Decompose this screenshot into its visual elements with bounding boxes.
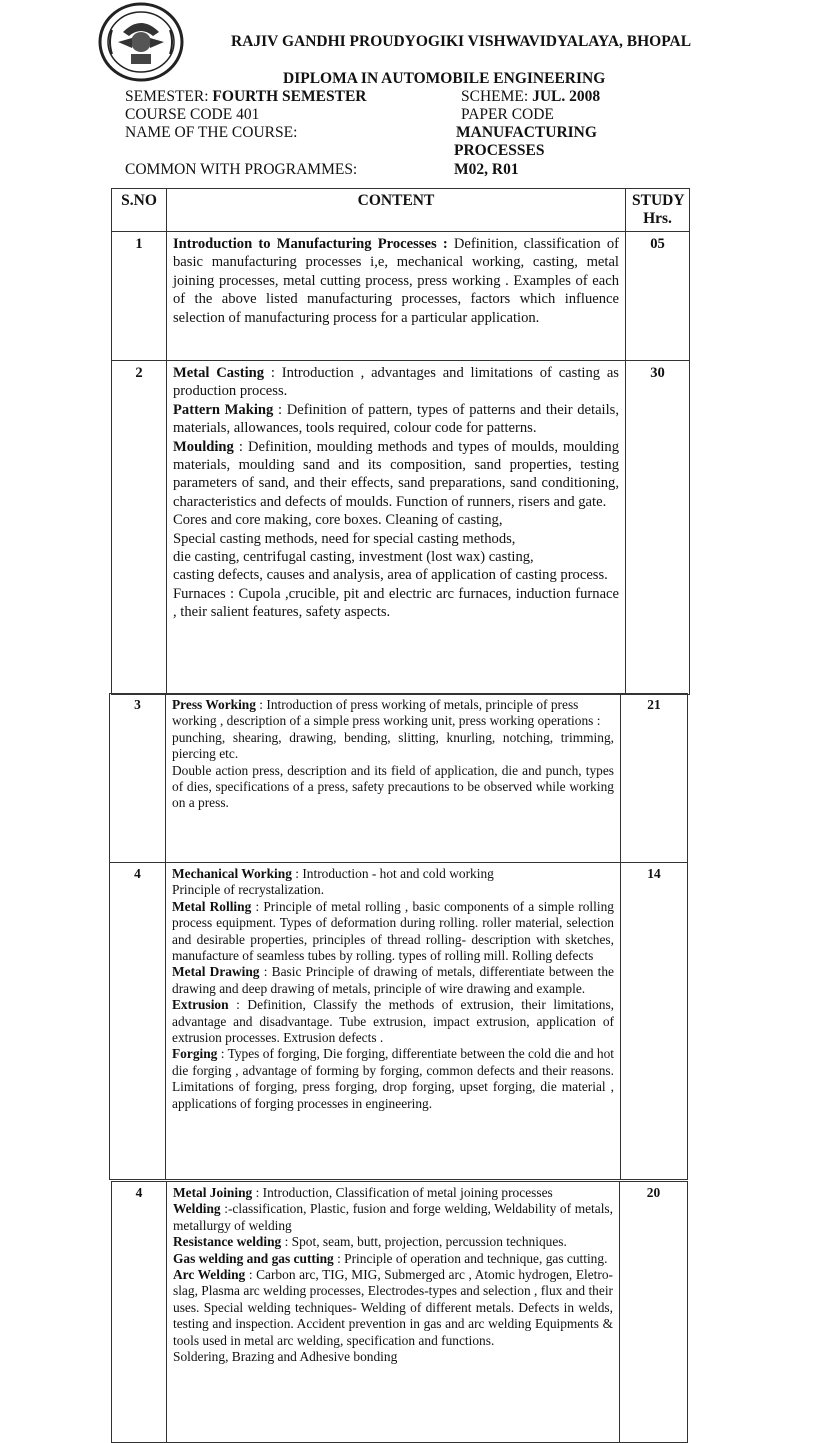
topic-text: Principle of recrystalization. [172,882,325,898]
topic-title: Introduction to Manufacturing Processes : [173,236,448,252]
common-with-label: COMMON WITH PROGRAMMES: [125,161,358,178]
row-content [167,1182,620,1443]
paper-code: PAPER CODE [461,106,554,123]
topic-paragraph [173,438,619,512]
topic-text: Double action press, description and its field of application, die and punch, types of dies, specifications of a press, safety precautions to be observed while working on a press. [172,762,614,811]
topic-paragraph [172,730,614,763]
row-hours: 30 [626,361,690,695]
topic-text: : Carbon arc, TIG, MIG, Submerged arc , Atomic hydrogen, Eletro-slag, Plasma arc welding processes, Electrodes-types and selection , flux and their uses. Special welding techniques- Welding of different metals. Defects in welds, testing and inspection. Accident prevention in gas and arc welding Equipments & tools used in metal arc welding, specification and functions. [173,1267,613,1348]
topic-paragraph [173,511,619,529]
topic-text: : Principle of operation and technique, gas cutting. [333,1250,608,1266]
header-study-hrs: STUDY Hrs. [626,189,690,232]
row-sno: 4 [110,863,166,1180]
topic-paragraph [173,1267,613,1349]
row-hours: 05 [626,232,690,361]
topic-title: Press Working [172,697,256,712]
topic-paragraph [173,1251,613,1267]
course-code: COURSE CODE 401 [125,106,260,123]
topic-title: Arc Welding [173,1267,246,1283]
topic-text: Soldering, Brazing and Adhesive bonding [173,1349,398,1365]
topic-title: Pattern Making [173,401,274,418]
table-row [110,694,688,863]
row-sno: 1 [112,232,167,361]
topic-text: Furnaces : Cupola ,crucible, pit and electric arc furnaces, induction furnace , their salient features, safety aspects. [173,585,619,621]
row-sno: 3 [110,694,166,863]
scheme-value: JUL. 2008 [532,88,601,105]
topic-paragraph [172,964,614,997]
row-content [167,361,626,695]
row-sno: 2 [112,361,167,695]
topic-title: Mechanical Working [172,866,292,881]
topic-text: punching, shearing, drawing, bending, slitting, knurling, notching, trimming, piercing etc. [172,729,614,762]
topic-paragraph [172,763,614,812]
topic-paragraph [173,364,619,401]
topic-text: casting defects, causes and analysis, area of application of casting process. [173,567,608,584]
topic-text: :-classification, Plastic, fusion and forge welding, Weldability of metals, metallurgy of welding [173,1201,613,1233]
topic-text: : Definition, Classify the methods of extrusion, their limitations, advantage and disadvantage. Tube extrusion, impact extrusion, application of extrusion processes. Extrusion defects . [172,997,614,1046]
topic-paragraph [173,1201,613,1234]
common-with-value: M02, R01 [454,161,519,178]
topic-text: : Principle of metal rolling , basic components of a simple rolling process equipment. Types of deformation during rolling. roller material, selection and desirable properties, principles of thread rolling- description with sketches, manufacture of seamless tubes by rolling. types of rolling mill. Rolling defects [172,898,614,964]
topic-paragraph [172,997,614,1046]
topic-paragraph [172,713,614,729]
syllabus-table-page-2 [109,693,688,1180]
topic-title: Forging [172,1046,218,1062]
topic-text: : Basic Principle of drawing of metals, differentiate between the drawing and deep drawing of metals, principle of wire drawing and example. [172,964,615,996]
topic-title: Metal Rolling [172,898,252,914]
topic-paragraph [173,1185,613,1201]
topic-paragraph [172,697,614,713]
topic-text: Cores and core making, core boxes. Cleaning of casting, [173,512,503,529]
topic-text: : Definition of pattern, types of patterns and their details, materials, allowances, tools required, colour code for patterns. [173,401,619,437]
topic-text: Definition, classification of basic manufacturing processes i,e, mechanical working, casting, metal joining processes, metal cutting process, press working . Examples of each of the above listed manufacturing processes, factors which influence selection of manufacturing process for a particular application. [173,236,619,326]
scheme-label: SCHEME: [461,88,533,105]
topic-paragraph [173,548,619,566]
topic-title: Welding [173,1201,221,1217]
row-sno: 4 [112,1182,167,1443]
topic-text: working , description of a simple press working unit, press working operations : [172,713,601,729]
topic-title: Gas welding and gas cutting [173,1250,334,1266]
semester-line [125,88,366,105]
header-sno: S.NO [112,189,167,232]
table-row [112,361,690,695]
topic-text: : Introduction of press working of metals, principle of press [255,697,579,712]
topic-title: Metal Joining [173,1185,253,1200]
scheme-line [461,88,600,105]
semester-value: FOURTH SEMESTER [212,88,367,105]
row-content [166,863,621,1180]
row-hours: 14 [621,863,688,1180]
course-name-line-2: PROCESSES [454,142,545,159]
topic-text: : Definition, moulding methods and types of moulds, moulding materials, moulding sand and its composition, sand properties, testing parameters of sand, and their effects, sand preparations, sand conditioning, characteristics and defects of moulds. Function of runners, risers and gate. [173,438,619,510]
topic-paragraph [173,530,619,548]
table-row [110,863,688,1180]
topic-paragraph [172,866,614,882]
topic-paragraph [172,882,614,898]
topic-paragraph [173,1234,613,1250]
university-name: RAJIV GANDHI PROUDYOGIKI VISHWAVIDYALAYA, BHOPAL [231,33,692,50]
syllabus-table-page-1 [111,188,690,695]
topic-title: Resistance welding [173,1234,282,1250]
topic-title: Extrusion [172,997,229,1013]
topic-text: Special casting methods, need for special casting methods, [173,530,516,547]
topic-paragraph [172,1046,614,1112]
topic-text: : Spot, seam, butt, projection, percussion techniques. [281,1234,567,1250]
topic-paragraph [172,899,614,965]
row-content [166,694,621,863]
header-content: CONTENT [167,189,626,232]
topic-paragraph [173,1349,613,1365]
topic-text: : Introduction, Classification of metal joining processes [252,1185,553,1200]
table-header-row [112,189,690,232]
diploma-title: DIPLOMA IN AUTOMOBILE ENGINEERING [283,70,606,87]
topic-paragraph [173,401,619,438]
topic-text: die casting, centrifugal casting, investment (lost wax) casting, [173,549,534,566]
topic-text: : Introduction , advantages and limitations of casting as production process. [173,365,619,400]
topic-text: : Introduction - hot and cold working [291,866,494,881]
row-content [167,232,626,361]
course-name-label: NAME OF THE COURSE: [125,124,298,141]
table-row [112,232,690,361]
topic-paragraph [173,235,619,327]
course-name-line-1: MANUFACTURING [456,124,597,141]
topic-title: Moulding [173,438,234,455]
semester-label: SEMESTER: [125,88,213,105]
syllabus-table-page-3 [111,1181,688,1443]
topic-text: : Types of forging, Die forging, differentiate between the cold die and hot die forging , advantage of forming by forging, common defects and their reasons. Limitations of forging, press forging, drop forging, upset forging, die material , applications of forging processes in engineering. [172,1046,614,1111]
row-hours: 20 [620,1182,688,1443]
topic-paragraph [173,566,619,584]
row-hours: 21 [621,694,688,863]
topic-title: Metal Drawing [172,964,260,980]
university-seal-logo [98,2,184,82]
table-row [112,1182,688,1443]
topic-title: Metal Casting [173,365,265,381]
topic-paragraph [173,585,619,622]
